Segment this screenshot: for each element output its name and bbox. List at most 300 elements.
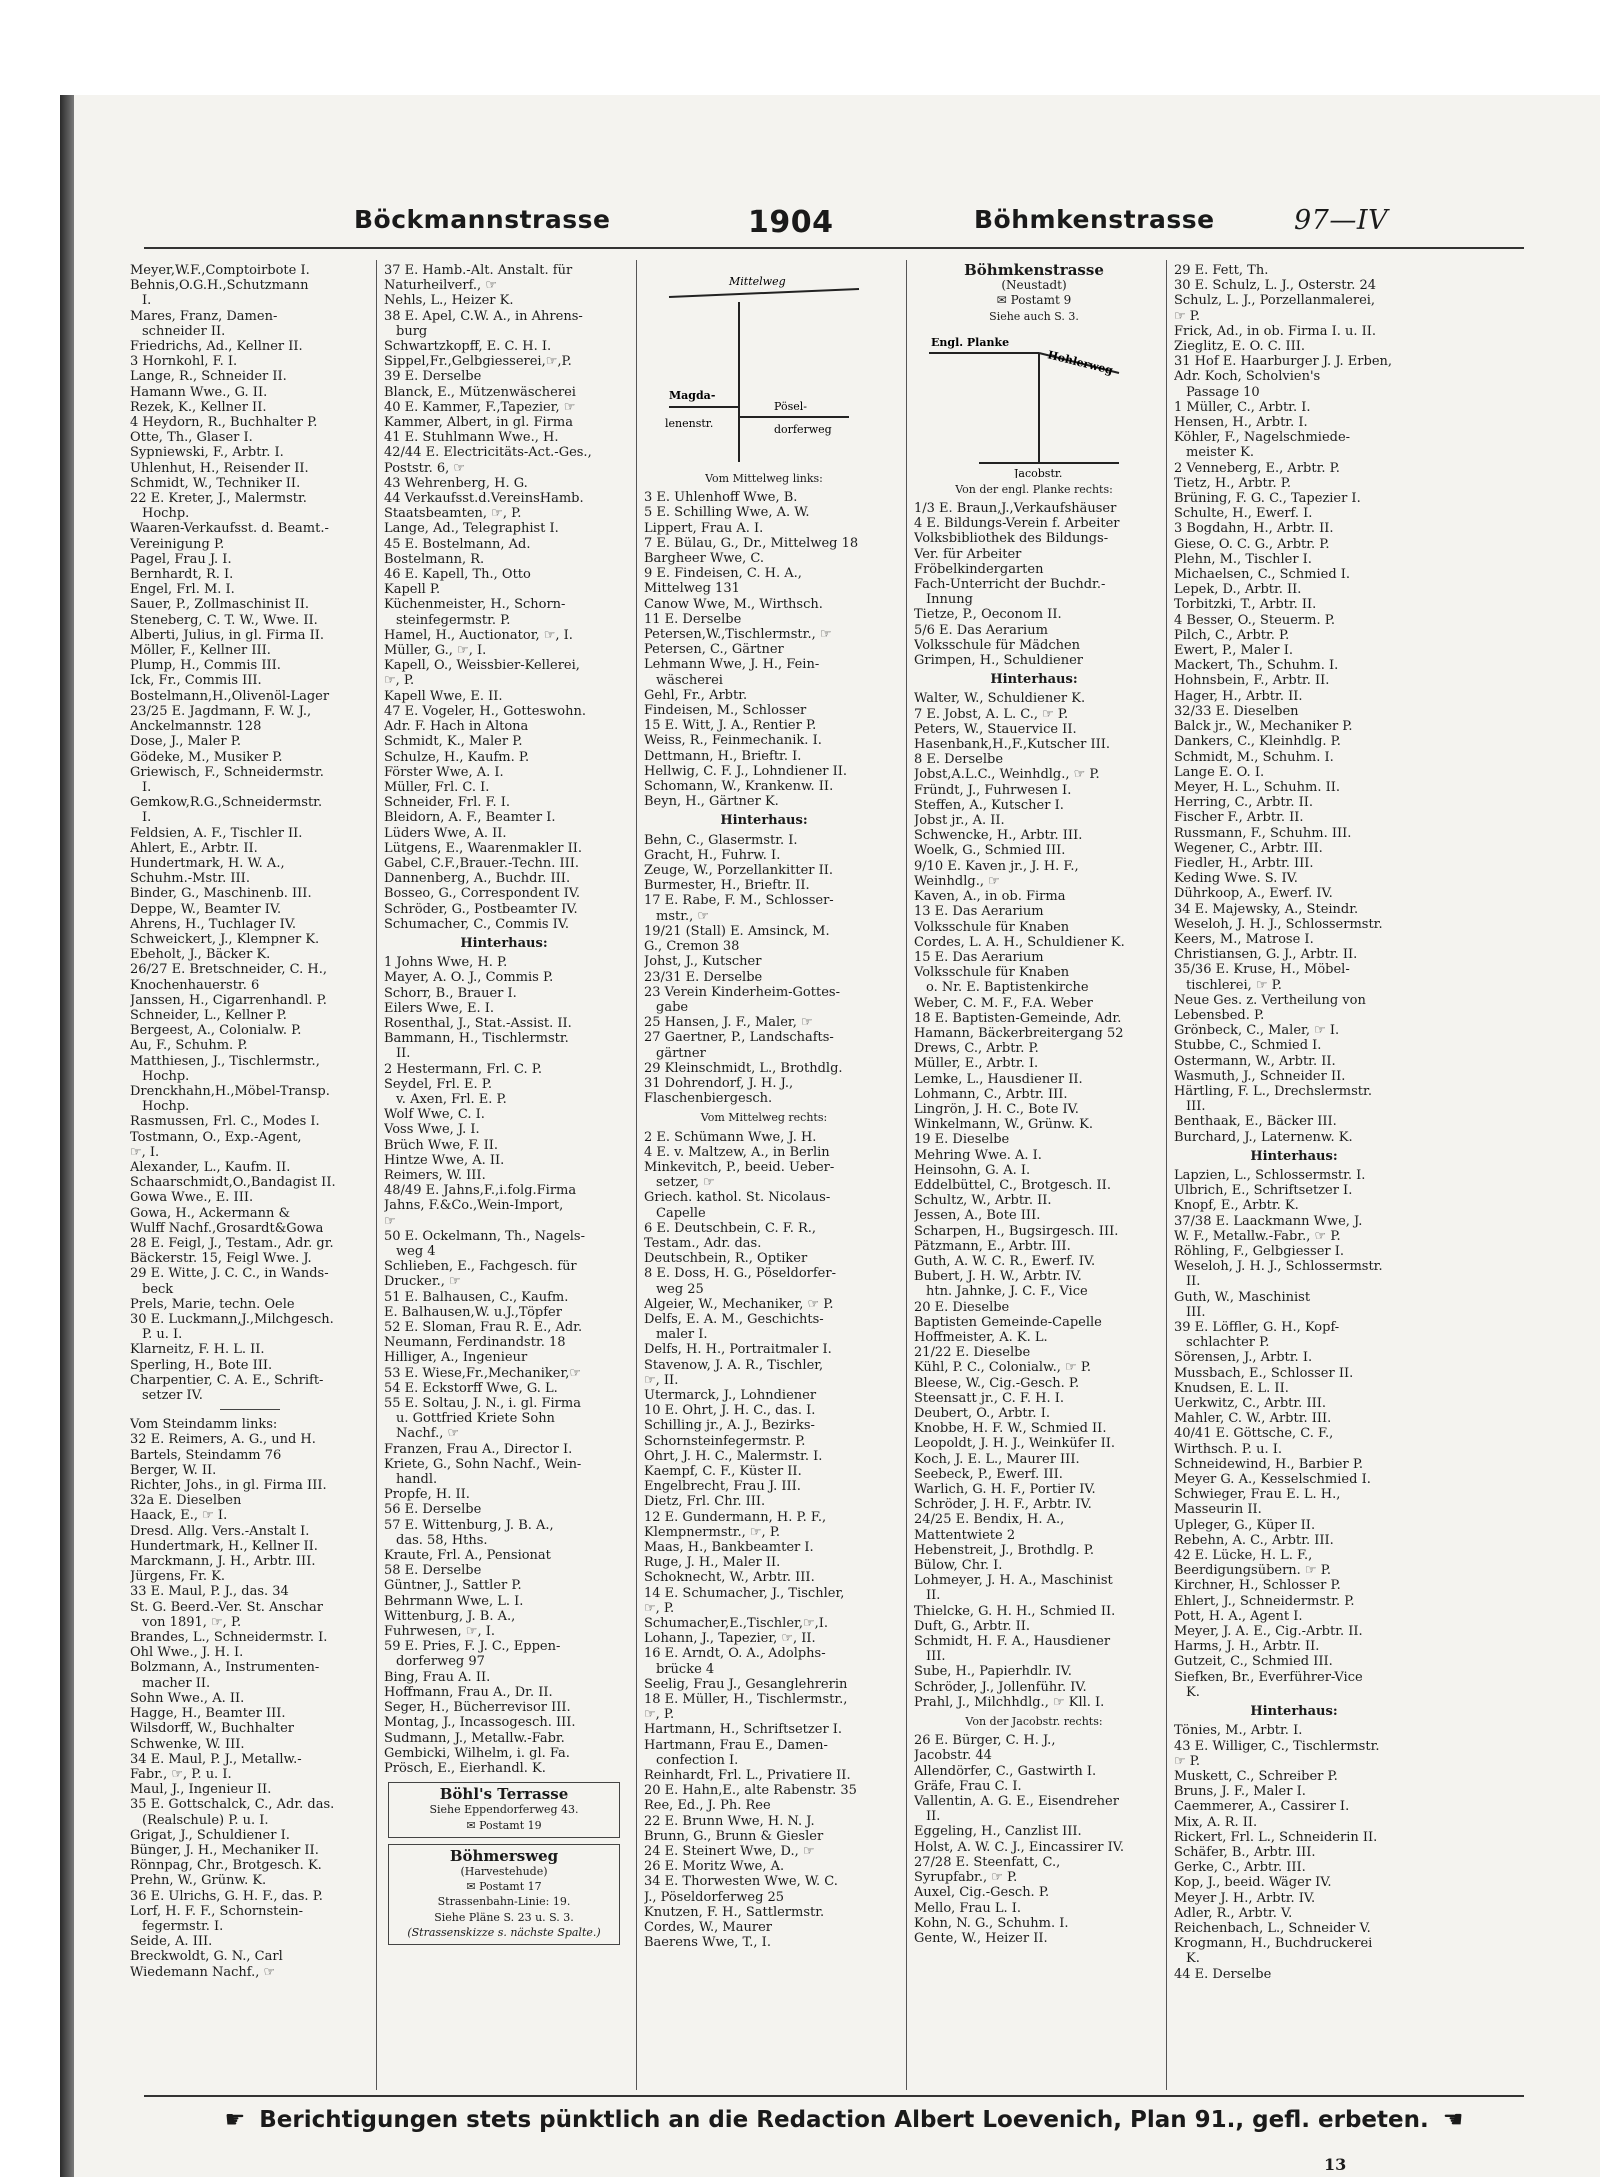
directory-entry: Mayer, A. O. J., Commis P. — [384, 970, 554, 986]
directory-entry: Koch, J. E. L., Maurer III. — [914, 1451, 1080, 1467]
directory-entry: Ree, Ed., J. Ph. Ree — [644, 1798, 771, 1814]
directory-entry: Schulte, H., Ewerf. I. — [1174, 506, 1313, 522]
directory-entry: Hartmann, Frau E., Damen- — [644, 1737, 828, 1753]
directory-entry: P. u. I. — [142, 1327, 183, 1343]
box-line: (Strassenskizze s. nächste Spalte.) — [407, 1925, 601, 1939]
directory-entry: Charpentier, C. A. E., Schrift- — [130, 1372, 324, 1388]
directory-entry: Wittenburg, J. B. A., — [384, 1608, 516, 1624]
directory-entry: Rickert, Frl. L., Schneiderin II. — [1174, 1829, 1378, 1845]
directory-entry: Bing, Frau A. II. — [384, 1669, 491, 1685]
directory-entry: K. — [1186, 1951, 1200, 1967]
directory-entry: Seebeck, P., Ewerf. III. — [914, 1466, 1063, 1482]
directory-entry: Schweickert, J., Klempner K. — [130, 931, 320, 947]
directory-entry: Minkevitch, P., beeid. Ueber- — [644, 1159, 835, 1175]
directory-entry: Küchenmeister, H., Schorn- — [384, 597, 566, 613]
directory-entry: Jahns, F.&Co.,Wein-Import, — [384, 1198, 564, 1214]
column-divider — [906, 260, 907, 2090]
directory-entry: Hoffmann, Frau A., Dr. II. — [384, 1684, 553, 1700]
directory-entry: Maas, H., Bankbeamter I. — [644, 1540, 814, 1556]
directory-entry: Hasenbank,H.,F.,Kutscher III. — [914, 737, 1111, 753]
directory-entry: ☞ — [384, 1213, 396, 1229]
street-title: Böhmkenstrasse — [964, 263, 1104, 279]
directory-entry: Alexander, L., Kaufm. II. — [130, 1159, 291, 1175]
directory-entry: 38 E. Apel, C.W. A., in Ahrens- — [384, 308, 583, 324]
directory-entry: mstr., ☞ — [656, 908, 710, 924]
directory-entry: Vereinigung P. — [130, 536, 225, 552]
directory-entry: 29 E. Fett, Th. — [1174, 263, 1269, 278]
directory-entry: 39 E. Löffler, G. H., Kopf- — [1174, 1320, 1340, 1336]
directory-entry: Janssen, H., Cigarrenhandl. P. — [130, 992, 327, 1008]
directory-entry: Stavenow, J. A. R., Tischler, — [644, 1357, 824, 1373]
directory-entry: Beyn, H., Gärtner K. — [644, 794, 779, 810]
directory-entry: Schumacher,E.,Tischler,☞,I. — [644, 1616, 829, 1632]
directory-entry: 34 E. Majewsky, A., Steindr. — [1174, 901, 1359, 917]
directory-column-5 — [1174, 263, 1414, 2088]
directory-entry: (Realschule) P. u. I. — [142, 1812, 269, 1828]
directory-entry: Ohrt, J. H. C., Malermstr. I. — [644, 1448, 823, 1464]
directory-entry: ☞, I. — [130, 1144, 160, 1160]
directory-entry: Holst, A. W. C. J., Eincassirer IV. — [914, 1839, 1125, 1855]
directory-entry: Fröbelkindergarten — [914, 561, 1044, 577]
box-title: Böhmersweg — [449, 1846, 559, 1865]
directory-entry: Innung — [926, 592, 973, 608]
directory-entry: Schmidt, K., Maler P. — [384, 734, 523, 750]
directory-entry: Meyer,W.F.,Comptoirbote I. — [130, 263, 310, 278]
directory-entry: Lohmeyer, J. H. A., Maschinist — [914, 1573, 1113, 1589]
directory-entry: Meyer J. H., Arbtr. IV. — [1174, 1890, 1316, 1906]
directory-entry: 51 E. Balhausen, C., Kaufm. — [384, 1289, 569, 1305]
directory-column-2 — [384, 263, 624, 2088]
directory-entry: Mittelweg 131 — [644, 581, 740, 597]
directory-entry: Cordes, W., Maurer — [644, 1920, 772, 1936]
directory-entry: Lütgens, E., Waarenmakler II. — [384, 840, 583, 856]
directory-entry: brücke 4 — [656, 1661, 715, 1677]
header-year: 1904 — [748, 205, 834, 240]
directory-entry: Voss Wwe, J. I. — [384, 1122, 480, 1138]
directory-entry: Dührkoop, A., Ewerf. IV. — [1174, 886, 1333, 902]
directory-entry: Walter, W., Schuldiener K. — [914, 691, 1086, 707]
directory-entry: Kapell, O., Weissbier-Kellerei, — [384, 658, 580, 674]
directory-entry: Güntner, J., Sattler P. — [384, 1578, 522, 1594]
directory-entry: Masseurin II. — [1174, 1502, 1262, 1518]
directory-entry: Rasmussen, Frl. C., Modes I. — [130, 1114, 320, 1130]
directory-entry: weg 25 — [656, 1281, 704, 1297]
directory-entry: Schmidt, W., Techniker II. — [130, 475, 301, 491]
directory-entry: Fuhrwesen, ☞, I. — [384, 1624, 495, 1640]
directory-entry: Winkelmann, W., Grünw. K. — [914, 1117, 1094, 1133]
directory-entry: 25 Hansen, J. F., Maler, ☞ — [644, 1015, 813, 1031]
directory-entry: Seide, A. III. — [130, 1934, 213, 1950]
directory-entry: Gehl, Fr., Arbtr. — [644, 687, 748, 703]
directory-entry: Hohnsbein, F., Arbtr. II. — [1174, 673, 1330, 689]
directory-entry: Müller, Frl. C. I. — [384, 779, 490, 795]
directory-entry: 31 Dohrendorf, J. H. J., — [644, 1075, 794, 1091]
directory-entry: Neue Ges. z. Vertheilung von — [1174, 992, 1366, 1008]
directory-entry: Uerkwitz, C., Arbtr. III. — [1174, 1396, 1326, 1412]
directory-entry: Kapell P. — [384, 582, 441, 598]
directory-entry: Schneider, L., Kellner P. — [130, 1007, 287, 1023]
directory-entry: das. 58, Hths. — [396, 1532, 488, 1548]
directory-entry: Zeuge, W., Porzellankitter II. — [644, 863, 834, 879]
directory-entry: 3 Bogdahn, H., Arbtr. II. — [1174, 521, 1334, 537]
directory-entry: Bartels, Steindamm 76 — [130, 1447, 282, 1463]
directory-entry: Capelle — [656, 1205, 706, 1221]
directory-entry: Steffen, A., Kutscher I. — [914, 797, 1064, 813]
directory-entry: Schröder, J., Jollenführ. IV. — [914, 1679, 1087, 1695]
directory-entry: Bergeest, A., Colonialw. P. — [130, 1023, 302, 1039]
directory-entry: Balck jr., W., Mechaniker P. — [1174, 719, 1353, 735]
directory-entry: Lippert, Frau A. I. — [644, 520, 764, 536]
directory-entry: Dannenberg, A., Buchdr. III. — [384, 871, 571, 887]
directory-entry: Wilsdorff, W., Buchhalter — [130, 1721, 294, 1737]
directory-entry: 1/3 E. Braun,J.,Verkaufshäuser — [914, 501, 1117, 517]
directory-entry: Heinsohn, G. A. I. — [914, 1162, 1031, 1178]
directory-entry: Wiedemann Nachf., ☞ — [130, 1964, 276, 1980]
directory-entry: Jacobstr. 44 — [914, 1748, 992, 1764]
directory-entry: ☞, II. — [644, 1372, 679, 1388]
directory-entry: II. — [396, 1046, 411, 1062]
directory-entry: Behnis,O.G.H.,Schutzmann — [130, 278, 309, 294]
directory-entry: Lehmann Wwe, J. H., Fein- — [644, 657, 820, 673]
directory-entry: Gowa Wwe., E. III. — [130, 1190, 254, 1206]
directory-entry: Tietz, H., Arbtr. P. — [1174, 475, 1292, 491]
directory-entry: Alberti, Julius, in gl. Firma II. — [130, 627, 325, 643]
directory-entry: Haack, E., ☞ I. — [130, 1508, 228, 1524]
directory-entry: 1 Johns Wwe, H. P. — [384, 955, 508, 971]
directory-entry: Drews, C., Arbtr. P. — [914, 1041, 1039, 1057]
directory-entry: 48/49 E. Jahns,F.,i.folg.Firma — [384, 1183, 577, 1199]
directory-entry: 23/25 E. Jagdmann, F. W. J., — [130, 703, 312, 719]
directory-entry: Müller, E., Arbtr. I. — [914, 1056, 1039, 1072]
map-label: Pösel- — [774, 400, 807, 413]
directory-entry: 46 E. Kapell, Th., Otto — [384, 567, 531, 583]
directory-entry: Mares, Franz, Damen- — [130, 308, 278, 324]
directory-entry: Weseloh, J. H. J., Schlossermstr. — [1174, 916, 1383, 932]
directory-entry: Weber, C. M. F., F.A. Weber — [914, 995, 1093, 1011]
directory-entry: 52 E. Sloman, Frau R. E., Adr. — [384, 1320, 583, 1336]
directory-entry: Schröder, G., Postbeamter IV. — [384, 901, 578, 917]
directory-entry: Baerens Wwe, T., I. — [644, 1935, 771, 1951]
directory-entry: Hellwig, C. F. J., Lohndiener II. — [644, 763, 848, 779]
directory-entry: Schwenke, W. III. — [130, 1736, 245, 1752]
section-separator — [220, 1409, 280, 1411]
column-divider — [636, 260, 637, 2090]
directory-entry: Schumacher, C., Commis IV. — [384, 916, 570, 932]
directory-entry: 24 E. Steinert Wwe, D., ☞ — [644, 1844, 815, 1860]
directory-entry: Gräfe, Frau C. I. — [914, 1778, 1022, 1794]
directory-entry: Matthiesen, J., Tischlermstr., — [130, 1053, 320, 1069]
directory-entry: 35 E. Gottschalck, C., Adr. das. — [130, 1797, 335, 1813]
directory-entry: Hoffmeister, A. K. L. — [914, 1329, 1048, 1345]
directory-entry: Rönnpag, Chr., Brotgesch. K. — [130, 1858, 322, 1874]
directory-entry: Kohn, N. G., Schuhm. I. — [914, 1915, 1069, 1931]
directory-entry: Jobst,A.L.C., Weinhdlg., ☞ P. — [914, 767, 1100, 783]
directory-entry: Adr. F. Hach in Altona — [384, 719, 529, 735]
directory-entry: Bleese, W., Cig.-Gesch. P. — [914, 1375, 1080, 1391]
directory-entry: Wulff Nachf.,Grosardt&Gowa — [130, 1220, 324, 1236]
directory-entry: 42 E. Lücke, H. L. F., — [1174, 1548, 1313, 1564]
directory-entry: Reinhardt, Frl. L., Privatiere II. — [644, 1768, 851, 1784]
directory-entry: Förster Wwe, A. I. — [384, 764, 504, 780]
directory-entry: wäscherei — [656, 672, 723, 688]
directory-entry: 9/10 E. Kaven jr., J. H. F., — [914, 858, 1079, 874]
box-line: Siehe Eppendorferweg 43. — [429, 1803, 579, 1817]
directory-entry: Feldsien, A. F., Tischler II. — [130, 825, 303, 841]
directory-entry: Pagel, Frau J. I. — [130, 551, 232, 567]
directory-entry: Hamel, H., Auctionator, ☞, I. — [384, 627, 573, 643]
directory-entry: Schulz, L. J., Porzellanmalerei, — [1174, 293, 1376, 309]
header-rule — [144, 247, 1524, 249]
directory-entry: Krogmann, H., Buchdruckerei — [1174, 1936, 1373, 1952]
directory-entry: Weinhdlg., ☞ — [914, 873, 1000, 889]
directory-entry: 15 E. Witt, J. A., Rentier P. — [644, 718, 817, 734]
directory-entry: 10 E. Ohrt, J. H. C., das. I. — [644, 1403, 816, 1419]
directory-entry: Knutzen, F. H., Sattlermstr. — [644, 1904, 825, 1920]
directory-entry: Mello, Frau L. I. — [914, 1900, 1022, 1916]
directory-entry: Warlich, G. H. F., Portier IV. — [914, 1482, 1096, 1498]
direction-note: Vom Mittelweg links: — [705, 472, 823, 485]
directory-entry: Fiedler, H., Arbtr. III. — [1174, 855, 1314, 871]
directory-entry: Weiss, R., Feinmechanik. I. — [644, 733, 822, 749]
directory-entry: 58 E. Derselbe — [384, 1563, 482, 1579]
directory-entry: Gerke, C., Arbtr. III. — [1174, 1860, 1306, 1876]
directory-entry: 32 E. Reimers, A. G., und H. — [130, 1432, 316, 1448]
directory-entry: G., Cremon 38 — [644, 939, 740, 955]
box-line: Strassenbahn-Linie: 19. — [437, 1895, 571, 1909]
street-subtitle: (Neustadt) — [1001, 278, 1067, 293]
directory-entry: Gowa, H., Ackermann & — [130, 1205, 291, 1221]
directory-entry: Nehls, L., Heizer K. — [384, 293, 514, 309]
section-heading: Hinterhaus: — [720, 813, 808, 829]
directory-entry: burg — [396, 323, 428, 339]
directory-entry: Bruns, J. F., Maler I. — [1174, 1784, 1306, 1800]
street-sketch-boehmersweg — [649, 267, 879, 467]
directory-entry: Petersen,W.,Tischlermstr., ☞ — [644, 627, 832, 643]
directory-entry: 24/25 E. Bendix, H. A., — [914, 1512, 1065, 1528]
directory-entry: Pilch, C., Arbtr. P. — [1174, 627, 1290, 643]
directory-entry: Montag, J., Incassogesch. III. — [384, 1715, 576, 1731]
directory-entry: Wegener, C., Arbtr. III. — [1174, 840, 1323, 856]
directory-entry: steinfegermstr. P. — [396, 612, 511, 628]
directory-entry: Schorr, B., Brauer I. — [384, 985, 517, 1001]
directory-entry: Drenckhahn,H.,Möbel-Transp. — [130, 1083, 330, 1099]
directory-entry: Knochenhauerstr. 6 — [130, 977, 260, 993]
directory-entry: Lange E. O. I. — [1174, 764, 1265, 780]
directory-entry: Schomann, W., Krankenw. II. — [644, 779, 834, 795]
directory-entry: Franzen, Frau A., Director I. — [384, 1441, 573, 1457]
directory-entry: Kühl, P. C., Colonialw., ☞ P. — [914, 1360, 1092, 1376]
street-postamt: Postamt 9 — [1010, 293, 1072, 308]
directory-entry: Utermarck, J., Lohndiener — [644, 1387, 817, 1403]
directory-entry: Algeier, W., Mechaniker, ☞ P. — [644, 1296, 834, 1312]
footer-notice: Berichtigungen stets pünktlich an die Redaction Albert Loevenich, Plan 91., gefl. erbeten. — [259, 2107, 1429, 2133]
directory-entry: 3 Hornkohl, F. I. — [130, 354, 238, 370]
directory-entry: Brüch Wwe, F. II. — [384, 1137, 499, 1153]
directory-entry: Sudmann, J., Metallw.-Fabr. — [384, 1730, 565, 1746]
directory-entry: Neumann, Ferdinandstr. 18 — [384, 1335, 566, 1351]
directory-entry: Syrupfabr., ☞ P. — [914, 1870, 1018, 1886]
directory-entry: Möller, F., Kellner III. — [130, 643, 271, 659]
section-heading: Hinterhaus: — [1250, 1148, 1338, 1164]
directory-entry: Binder, G., Maschinenb. III. — [130, 886, 312, 902]
directory-entry: Lohmann, C., Arbtr. III. — [914, 1086, 1068, 1102]
directory-entry: Brunn, G., Brunn & Giesler — [644, 1828, 824, 1844]
column-3-entries — [644, 471, 884, 1951]
directory-column-4 — [914, 263, 1154, 2088]
directory-entry: 5 E. Schilling Wwe, A. W. — [644, 505, 810, 521]
directory-entry: Bünger, J. H., Mechaniker II. — [130, 1842, 319, 1858]
directory-entry: Deubert, O., Arbtr. I. — [914, 1406, 1050, 1421]
directory-entry: Schmidt, H. F. A., Hausdiener — [914, 1634, 1111, 1650]
directory-entry: Vom Steindamm links: — [130, 1417, 278, 1433]
directory-entry: u. Gottfried Kriete Sohn — [396, 1411, 555, 1427]
directory-entry: Sube, H., Papierhdlr. IV. — [914, 1664, 1072, 1680]
directory-entry: Eddelbüttel, C., Brotgesch. II. — [914, 1177, 1111, 1193]
directory-entry: 16 E. Arndt, O. A., Adolphs- — [644, 1646, 826, 1662]
directory-entry: St. G. Beerd.-Ver. St. Anschar — [130, 1599, 324, 1615]
directory-entry: Tietze, P., Oeconom II. — [914, 607, 1062, 623]
directory-entry: Petersen, C., Gärtner — [644, 642, 784, 658]
directory-entry: Tostmann, O., Exp.-Agent, — [130, 1129, 302, 1145]
directory-entry: Gutzeit, C., Schmied III. — [1174, 1654, 1333, 1670]
directory-entry: I. — [142, 779, 152, 795]
directory-entry: 2 E. Schümann Wwe, J. H. — [644, 1129, 817, 1145]
direction-note: Von der Jacobstr. rechts: — [965, 1715, 1103, 1729]
directory-entry: 57 E. Wittenburg, J. B. A., — [384, 1517, 554, 1533]
directory-entry: Passage 10 — [1186, 384, 1260, 400]
directory-entry: Jessen, A., Bote III. — [914, 1208, 1041, 1224]
directory-entry: Volksschule für Mädchen — [914, 637, 1081, 653]
directory-entry: Kaempf, C. F., Küster II. — [644, 1464, 802, 1479]
directory-entry: Naturheilverf., ☞ — [384, 278, 497, 294]
directory-entry: Baptisten Gemeinde-Capelle — [914, 1314, 1102, 1330]
directory-entry: Bäckerstr. 15, Feigl Wwe. J. — [130, 1251, 312, 1267]
direction-note: Vom Mittelweg rechts: — [700, 1111, 828, 1125]
directory-entry: Weseloh, J. H. J., Schlossermstr. — [1174, 1259, 1383, 1275]
pointing-hand-icon: ☛ — [224, 2107, 246, 2133]
directory-entry: Russmann, F., Schuhm. III. — [1174, 825, 1352, 841]
directory-entry: 43 Wehrenberg, H. G. — [384, 475, 528, 491]
directory-entry: 22 E. Kreter, J., Malermstr. — [130, 491, 307, 507]
directory-entry: Knudsen, E. L. II. — [1174, 1380, 1289, 1396]
directory-entry: 55 E. Soltau, J. N., i. gl. Firma — [384, 1396, 581, 1412]
directory-entry: Hebenstreit, J., Brothdlg. P. — [914, 1542, 1094, 1558]
directory-entry: Canow Wwe, M., Wirthsch. — [644, 596, 823, 612]
directory-entry: Grimpen, H., Schuldiener — [914, 653, 1084, 669]
directory-entry: Au, F., Schuhm. P. — [130, 1038, 248, 1054]
directory-entry: Hochp. — [142, 506, 190, 522]
directory-entry: 44 E. Derselbe — [1174, 1966, 1272, 1982]
directory-entry: Gödeke, M., Musiker P. — [130, 749, 283, 765]
directory-entry: Ulbrich, E., Schriftsetzer I. — [1174, 1183, 1353, 1199]
directory-entry: 26 E. Moritz Wwe, A. — [644, 1859, 785, 1875]
directory-entry: Nachf., ☞ — [396, 1426, 460, 1442]
directory-entry: 12 E. Gundermann, H. P. F., — [644, 1509, 827, 1525]
directory-entry: Zieglitz, E. O. C. III. — [1174, 339, 1306, 355]
directory-entry: III. — [1186, 1099, 1206, 1115]
directory-entry: weg 4 — [396, 1244, 436, 1259]
directory-entry: Marckmann, J. H., Arbtr. III. — [130, 1554, 316, 1570]
directory-entry: Hamann, Bäckerbreitergang 52 — [914, 1025, 1124, 1041]
directory-entry: Flaschenbiergesch. — [644, 1091, 773, 1107]
directory-entry: Prahl, J., Milchhdlg., ☞ Kll. I. — [914, 1694, 1105, 1710]
directory-entry: Hager, H., Arbtr. II. — [1174, 688, 1303, 704]
directory-entry: Lepek, D., Arbtr. II. — [1174, 582, 1302, 598]
directory-entry: Fischer F., Arbtr. II. — [1174, 810, 1304, 826]
directory-entry: Adler, R., Arbtr. V. — [1174, 1905, 1293, 1921]
directory-entry: III. — [1186, 1304, 1206, 1320]
directory-entry: Burchard, J., Laternenw. K. — [1174, 1129, 1353, 1145]
directory-entry: Hensen, H., Arbtr. I. — [1174, 415, 1308, 431]
directory-entry: setzer IV. — [142, 1388, 203, 1404]
directory-entry: 4 Heydorn, R., Buchhalter P. — [130, 415, 318, 431]
directory-entry: Staatsbeamten, ☞, P. — [384, 506, 522, 522]
directory-entry: Propfe, H. II. — [384, 1487, 470, 1503]
directory-entry: 32a E. Dieselben — [130, 1493, 242, 1509]
directory-entry: Köhler, F., Nagelschmiede- — [1174, 430, 1351, 446]
directory-entry: fegermstr. I. — [142, 1918, 224, 1934]
directory-entry: Sypniewski, F., Arbtr. I. — [130, 445, 284, 461]
box-title: Böhl's Terrasse — [439, 1785, 569, 1804]
directory-entry: Bostelmann,H.,Olivenöl-Lager — [130, 688, 330, 704]
directory-entry: Dose, J., Maler P. — [130, 734, 241, 750]
directory-entry: Volksbibliothek des Bildungs- — [914, 531, 1109, 547]
directory-entry: Schwieger, Frau E. L. H., — [1174, 1487, 1341, 1503]
directory-entry: Reimers, W. III. — [384, 1167, 486, 1183]
directory-entry: Lapzien, L., Schlossermstr. I. — [1174, 1167, 1366, 1183]
directory-entry: Engelbrecht, Frau J. III. — [644, 1479, 801, 1495]
directory-entry: Hundertmark, H. W. A., — [130, 855, 285, 871]
directory-entry: Griech. kathol. St. Nicolaus- — [644, 1190, 831, 1206]
directory-entry: Wirthsch. P. u. I. — [1174, 1441, 1282, 1457]
directory-entry: Grigat, J., Schuldiener I. — [130, 1827, 290, 1843]
directory-entry: Kirchner, H., Schlosser P. — [1174, 1578, 1341, 1594]
directory-entry: 40 E. Kammer, F.,Tapezier, ☞ — [384, 399, 576, 415]
directory-entry: 41 E. Stuhlmann Wwe., H. — [384, 430, 559, 446]
directory-entry: Kammer, Albert, in gl. Firma — [384, 415, 574, 431]
directory-entry: confection I. — [656, 1752, 739, 1768]
directory-entry: 20 E. Dieselbe — [914, 1299, 1010, 1315]
directory-entry: 7 E. Bülau, G., Dr., Mittelweg 18 — [644, 535, 859, 551]
directory-entry: Ick, Fr., Commis III. — [130, 673, 262, 689]
directory-entry: 33 E. Maul, P. J., das. 34 — [130, 1584, 289, 1600]
directory-entry: Keding Wwe. S. IV. — [1174, 871, 1298, 887]
header-page-ref: 97—IV — [1294, 205, 1389, 236]
directory-entry: Jürgens, Fr. K. — [130, 1569, 226, 1585]
directory-entry: schlachter P. — [1186, 1335, 1270, 1351]
directory-entry: Klempnermstr., ☞, P. — [644, 1524, 781, 1540]
directory-entry: Behrmann Wwe, L. I. — [384, 1593, 524, 1609]
directory-entry: I. — [142, 810, 152, 826]
directory-entry: Grönbeck, C., Maler, ☞ I. — [1174, 1023, 1340, 1039]
directory-entry: Cordes, L. A. H., Schuldiener K. — [914, 934, 1125, 950]
directory-entry: 8 E. Derselbe — [914, 752, 1004, 768]
directory-entry: Allendörfer, C., Gastwirth I. — [914, 1763, 1097, 1779]
directory-entry: Pott, H. A., Agent I. — [1174, 1608, 1303, 1624]
directory-entry: Auxel, Cig.-Gesch. P. — [914, 1885, 1050, 1901]
directory-entry: setzer, ☞ — [656, 1175, 715, 1191]
directory-entry: 23 Verein Kinderheim-Gottes- — [644, 984, 840, 1000]
directory-entry: Herring, C., Arbtr. II. — [1174, 795, 1314, 811]
directory-entry: Burmester, H., Brieftr. II. — [644, 878, 810, 894]
directory-entry: ☞, P. — [644, 1600, 675, 1616]
directory-entry: Meyer G. A., Kesselschmied I. — [1174, 1472, 1371, 1488]
directory-entry: Giese, O. C. G., Arbtr. P. — [1174, 536, 1330, 552]
directory-entry: Schilling jr., A. J., Bezirks- — [644, 1418, 815, 1434]
boehmersweg-box — [388, 1844, 620, 1945]
directory-entry: Eggeling, H., Canzlist III. — [914, 1824, 1082, 1840]
directory-entry: Findeisen, M., Schlosser — [644, 703, 807, 719]
